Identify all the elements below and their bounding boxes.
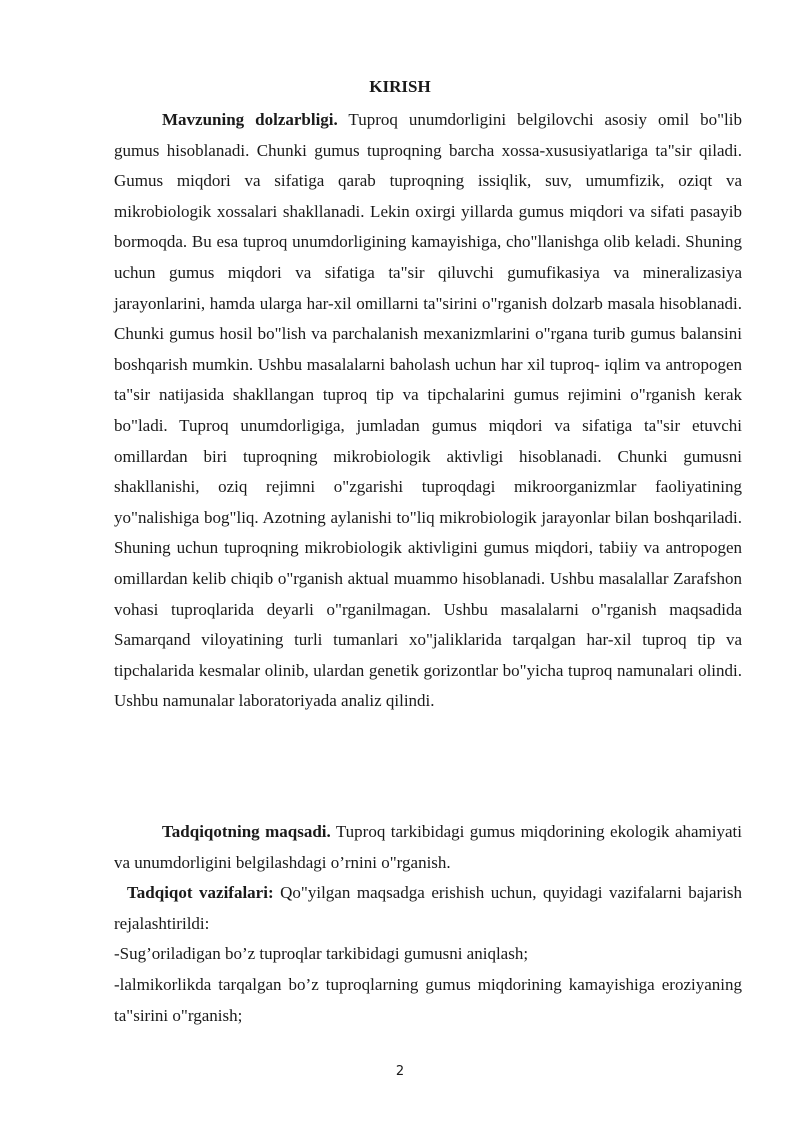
goal-lead: Tadqiqotning maqsadi. <box>162 822 331 841</box>
tasks-paragraph <box>114 878 742 939</box>
page-number: 2 <box>395 1064 405 1079</box>
goal-paragraph <box>114 817 742 878</box>
task-item: -Sug’oriladigan bo’z tuproqlar tarkibidagi gumusni aniqlash; <box>114 944 529 963</box>
relevance-lead: Mavzuning dolzarbligi. <box>162 110 338 129</box>
relevance-text: Tuproq unumdorligini belgilovchi asosiy omil bo"lib gumus hisoblanadi. Chunki gumus tuproqning barcha xossa-xususiyatlariga ta"sir qiladi. Gumus miqdori va sifatiga qarab tuproqning issiqlik, suv, umumfizik, oziqt va mikrobiologik xossalari shakllanadi. Lekin oxirgi yillarda gumus miqdori va sifati pasayib bormoqda. Bu esa tuproq unumdorligining kamayishiga, cho"llanishga olib keladi. Shuning uchun gumus miqdori va sifatiga ta"sir qiluvchi gumufikasiya va mineralizasiya jarayonlarini, hamda ularga har-xil omillarni ta"sirini o"rganish dolzarb masala hisoblanadi. Chunki gumus hosil bo"lish va parchalanish mexanizmlarini o"rgana turib gumus balansini boshqarish mumkin. Ushbu masalalarni baholash uchun har xil tuproq- iqlim va antropogen ta"sir natijasida shakllangan tuproq tip va tipchalarini gumus rejimini o"rganish kerak bo"ladi. Tuproq unumdorligiga, jumladan gumus miqdori va sifatiga ta"sir etuvchi omillardan biri tuproqning mikrobiologik aktivligi hisoblanadi. Chunki gumusni shakllanishi, oziq rejimni o"zgarishi tuproqdagi mikroorganizmlar faoliyatining yo"nalishiga bog"liq. Azotning aylanishi to"liq mikrobiologik jarayonlar bilan boshqariladi. Shuning uchun tuproqning mikrobiologik aktivligini gumus miqdori, tabiiy va antropogen omillardan kelib chiqib o"rganish aktual muammo hisoblanadi. Ushbu masalallar Zarafshon vohasi tuproqlarida deyarli o"rganilmagan. Ushbu masalalarni o"rganish maqsadida Samarqand viloyatining turli tumanlari xo"jaliklarida tarqalgan har-xil tuproq tip va tipchalarida kesmalar olinib, ulardan genetik gorizontlar bo"yicha tuproq namunalari olindi. Ushbu namunalar laboratoriyada analiz qilindi. <box>114 110 742 711</box>
tasks-lead: Tadqiqot vazifalari: <box>127 883 274 902</box>
tasks-text: Qo"yilgan maqsadga erishish uchun, quyidagi vazifalarni bajarish rejalashtirildi: <box>114 883 743 933</box>
goal-text: Tuproq tarkibidagi gumus miqdorining ekologik ahamiyati va unumdorligini belgilashdagi o’rnini o"rganish. <box>114 822 742 872</box>
task-item: -lalmikorlikda tarqalgan bo’z tuproqlarning gumus miqdorining kamayishiga eroziyaning ta"sirini o"rganish; <box>114 975 742 1025</box>
page-heading: KIRISH <box>369 77 431 96</box>
relevance-paragraph <box>114 105 742 717</box>
